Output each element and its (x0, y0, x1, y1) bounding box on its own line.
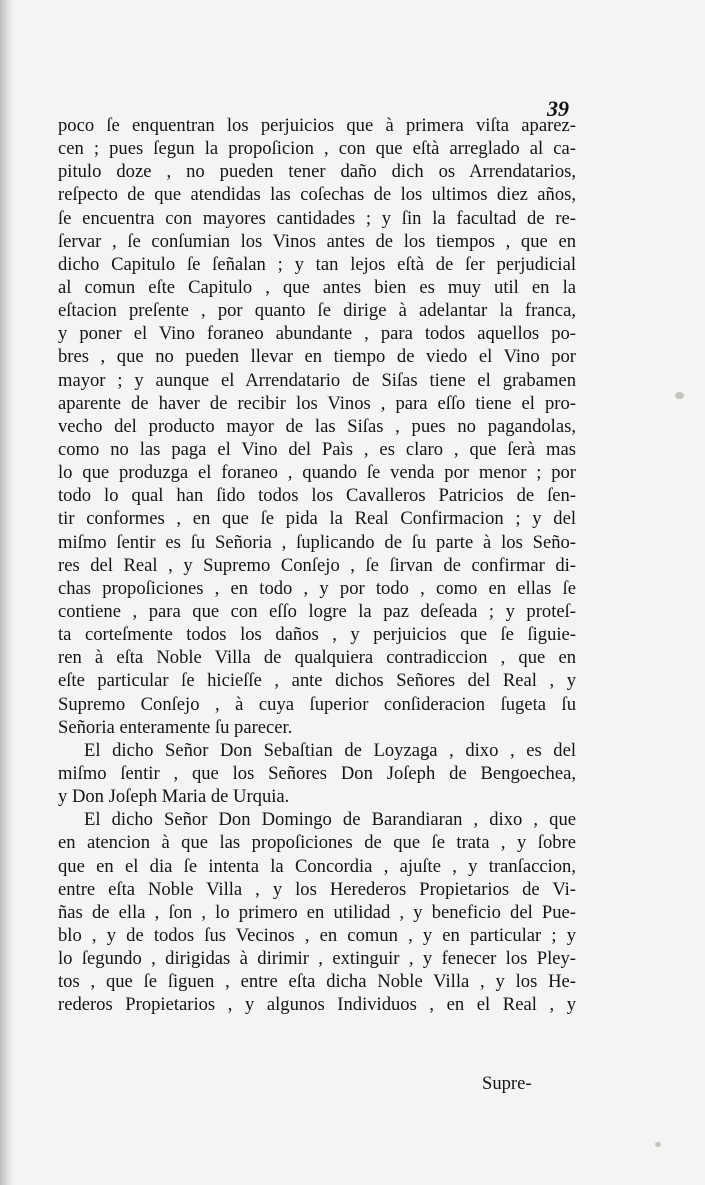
text-line: miſmo ſentir , que los Señores Don Joſeph de Bengoechea, (58, 762, 576, 784)
text-line: todo lo qual han ſido todos los Cavalleros Patricios de ſen- (58, 485, 576, 507)
text-line: lo que produzga el foraneo , quando ſe venda por menor ; por (58, 462, 576, 484)
text-line: vecho del producto mayor de las Siſas , pues no pagandolas, (58, 415, 576, 437)
text-line: contiene , para que con eſſo logre la paz deſeada ; y proteſ- (58, 600, 576, 622)
paper-speck (655, 1142, 661, 1147)
text-line: chas propoſiciones , en todo , y por todo , como en ellas ſe (58, 577, 576, 599)
text-line: reſpecto de que atendidas las coſechas de los ultimos diez años, (58, 184, 576, 206)
text-line: tos , que ſe ſiguen , entre eſta dicha Noble Villa , y los He- (58, 971, 576, 993)
text-line: como no las paga el Vino del Paìs , es claro , que ſerà mas (58, 438, 576, 460)
text-line: dicho Capitulo ſe ſeñalan ; y tan lejos eſtà de ſer perjudicial (58, 253, 576, 275)
text-line: en atencion à que las propoſiciones de que ſe trata , y ſobre (58, 832, 576, 854)
text-line: eſtacion preſente , por quanto ſe dirige à adelantar la franca, (58, 300, 576, 322)
text-line: ren à eſta Noble Villa de qualquiera contradiccion , que en (58, 647, 576, 669)
text-line: ſervar , ſe conſumian los Vinos antes de los tiempos , que en (58, 230, 576, 252)
text-line: ſe encuentra con mayores cantidades ; y ſin la facultad de re- (58, 207, 576, 229)
text-line: entre eſta Noble Villa , y los Herederos Propietarios de Vi- (58, 878, 576, 900)
text-line: blo , y de todos ſus Vecinos , en comun , y en particular ; y (58, 924, 576, 946)
text-line: ta corteſmente todos los daños , y perjuicios que ſe ſiguie- (58, 624, 576, 646)
text-line: ñas de ella , ſon , lo primero en utilidad , y beneficio del Pue- (58, 901, 576, 923)
page-number: 39 (547, 96, 569, 121)
text-line: tir conformes , en que ſe pida la Real Confirmacion ; y del (58, 508, 576, 530)
text-line: y Don Joſeph Maria de Urquia. (58, 786, 290, 808)
text-line: pitulo doze , no pueden tener daño dich os Arrendatarios, (58, 161, 576, 183)
text-line: res del Real , y Supremo Conſejo , ſe ſirvan de confirmar di- (58, 554, 576, 576)
text-line: rederos Propietarios , y algunos Individuos , en el Real , y (58, 994, 576, 1016)
text-line: Señoria enteramente ſu parecer. (58, 716, 293, 738)
body-text (58, 114, 576, 1016)
text-line: y poner el Vino foraneo abundante , para todos aquellos po- (58, 323, 576, 345)
text-line: bres , que no pueden llevar en tiempo de viedo el Vino por (58, 346, 576, 368)
text-line: lo ſegundo , dirigidas à dirimir , extinguir , y fenecer los Pley- (58, 948, 576, 970)
text-line: cen ; pues ſegun la propoſicion , con que eſtà arreglado al ca- (58, 138, 576, 160)
text-line: El dicho Señor Don Sebaſtian de Loyzaga , dixo , es del (84, 739, 576, 761)
text-line: al comun eſte Capitulo , que antes bien es muy util en la (58, 276, 576, 298)
catchword: Supre- (482, 1073, 532, 1094)
paper-speck (675, 392, 684, 399)
text-line: mayor ; y aunque el Arrendatario de Siſas tiene el grabamen (58, 369, 576, 391)
text-line: eſte particular ſe hicieſſe , ante dichos Señores del Real , y (58, 670, 576, 692)
gutter-shadow (0, 0, 14, 1185)
text-line: aparente de haver de recibir los Vinos , para eſſo tiene el pro- (58, 392, 576, 414)
text-line: miſmo ſentir es ſu Señoria , ſuplicando de ſu parte à los Seño- (58, 531, 576, 553)
text-line: que en el dia ſe intenta la Concordia , ajuſte , y tranſaccion, (58, 855, 576, 877)
text-line: El dicho Señor Don Domingo de Barandiaran , dixo , que (84, 809, 576, 831)
text-line: Supremo Conſejo , à cuya ſuperior conſideracion ſugeta ſu (58, 693, 576, 715)
text-line: poco ſe enquentran los perjuicios que à primera viſta aparez- (58, 115, 576, 136)
